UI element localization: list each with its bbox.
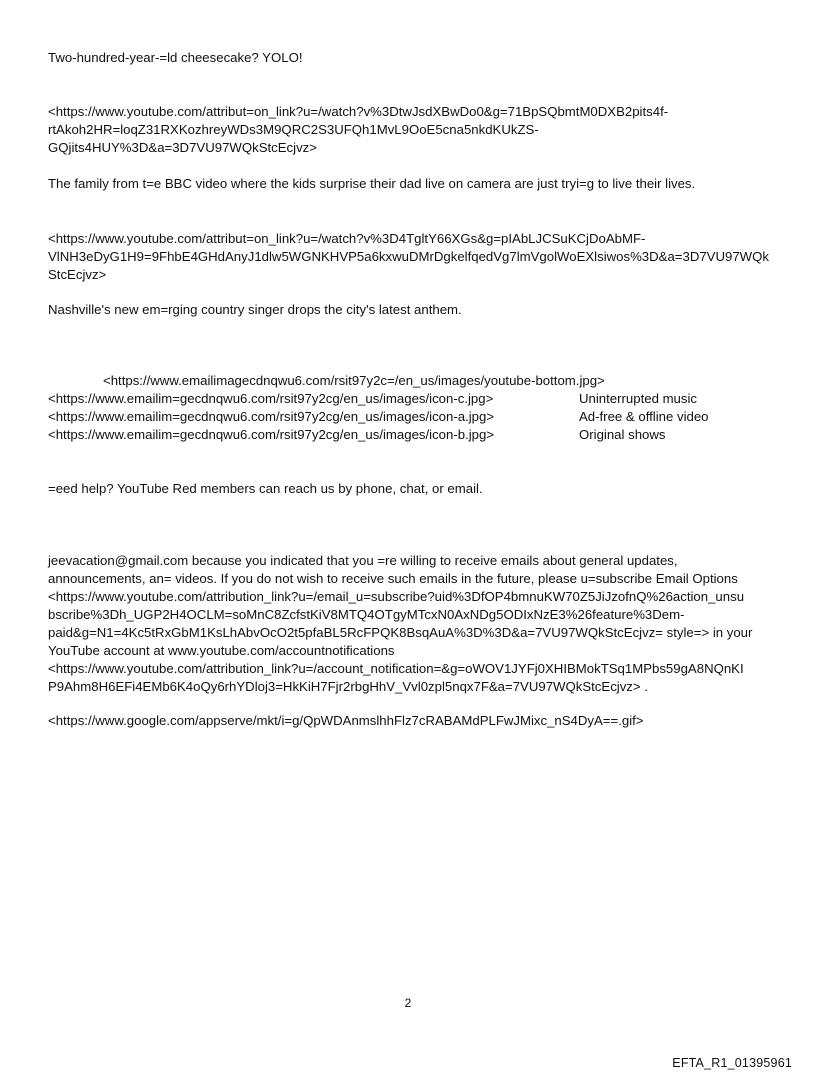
icon-b-caption: Original shows — [579, 427, 666, 442]
youtube-bottom-image-link[interactable]: <https://www.emailimagecdnqwu6.com/rsit97y2c=/en_us/images/youtube-bottom.jpg> — [103, 373, 605, 388]
page-number: 2 — [404, 996, 412, 1010]
video-link-1[interactable]: <https://www.youtube.com/attribut=on_link?u=/watch?v%3DtwJsdXBwDo0&g=71BpSQbmtM0DXB2pits4f- rtAkoh2HR=loqZ31RXKozhreyWDs3M9QRC2S3UFQh1MvL9OoE5cna5nkdKUkZS- GQjits4HUY%3D&a=3D7VU97WQkStcEcjvz> — [48, 104, 669, 155]
headline-cheesecake: Two-hundred-year-=ld cheesecake? YOLO! — [48, 50, 303, 65]
headline-nashville: Nashville's new em=rging country singer drops the city's latest anthem. — [48, 302, 462, 317]
headline-bbc-family: The family from t=e BBC video where the kids surprise their dad live on camera are just tryi=g to live their lives. — [48, 176, 696, 191]
tracking-pixel-link[interactable]: <https://www.google.com/appserve/mkt/i=g/QpWDAnmslhhFlz7cRABAMdPLFwJMixc_nS4DyA==.gif> — [48, 713, 644, 728]
icon-b-link[interactable]: <https://www.emailim=gecdnqwu6.com/rsit97y2cg/en_us/images/icon-b.jpg> — [48, 427, 495, 442]
icon-c-link[interactable]: <https://www.emailim=gecdnqwu6.com/rsit97y2cg/en_us/images/icon-c.jpg> — [48, 391, 494, 406]
help-text: =eed help? YouTube Red members can reach us by phone, chat, or email. — [48, 481, 483, 496]
icon-c-caption: Uninterrupted music — [579, 391, 698, 406]
document-id: EFTA_R1_01395961 — [672, 1056, 792, 1070]
unsubscribe-notice[interactable]: jeevacation@gmail.com because you indicated that you =re willing to receive emails about general updates, announcements, an= videos. If you do not wish to receive such emails in the future, please u=subscribe Email Options <https://www.youtube.com/attribution_link?u=/email_u=subscribe?uid%3DfOP4bmnuKW70Z5JiJzofnQ%26action_unsu bscribe%3Dh_UGP2H4OCLM=soMnC8ZcfstKiV8MTQ4OTgyMTcxN0AxNDg5ODIxNzE3%26feature%3Dem- paid&g=N1=4Kc5tRxGbM1KsLhAbvOcO2t5pfaBL5RcFPQK8BsqAuA%3D%3D&a=7VU97WQkStcEcjvz= style=> in your YouTube account at www.youtube.com/accountnotifications <https://www.youtube.com/attribution_link?u=/account_notification=&g=oWOV1JYFj0XHIBMokTSq1MPbs59gA8NQnKI P9Ahm8H6EFi4EMb6K4oQy6rhYDloj3=HkKiH7Fjr2rbgHhV_Vvl0zpl5nqx7F&a=7VU97WQkStcEcjvz> . — [48, 553, 753, 694]
icon-a-caption: Ad-free & offline video — [579, 409, 709, 424]
icon-a-link[interactable]: <https://www.emailim=gecdnqwu6.com/rsit97y2cg/en_us/images/icon-a.jpg> — [48, 409, 495, 424]
video-link-2[interactable]: <https://www.youtube.com/attribut=on_link?u=/watch?v%3D4TgltY66XGs&g=pIAbLJCSuKCjDoAbMF- VlNH3eDyG1H9=9FhbE4GHdAnyJ1dlw5WGNKHVP5a6kxwuDMrDgkelfqedVg7lmVgolWoEXlsiwos%3D&a=3D7VU97WQk StcEcjvz> — [48, 231, 769, 282]
